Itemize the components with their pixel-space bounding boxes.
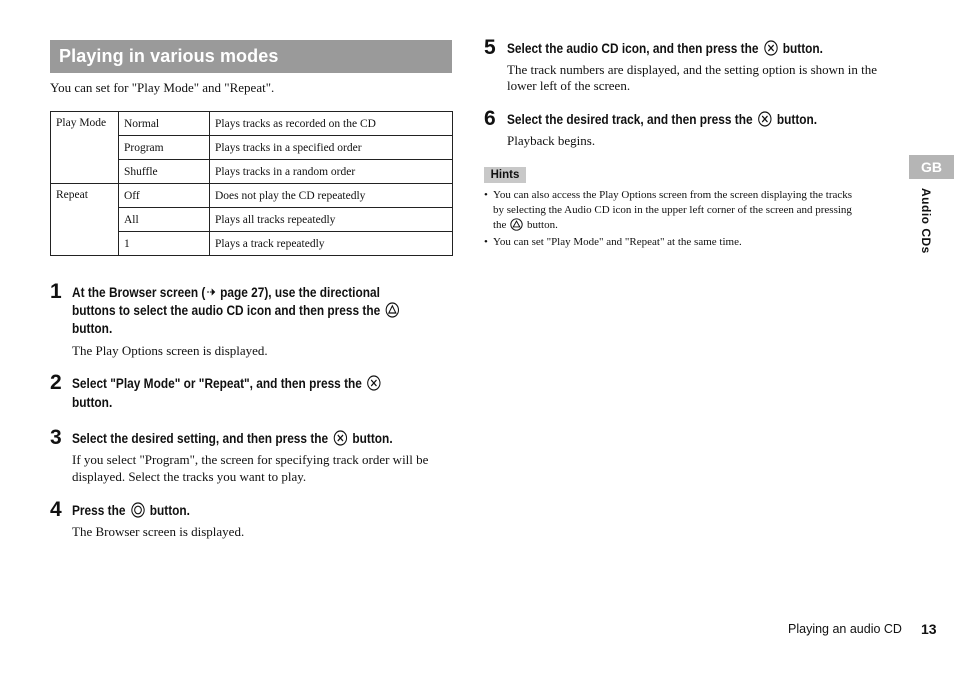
step-5-heading	[507, 40, 823, 58]
table-cell-description: Does not play the CD repeatedly	[210, 184, 453, 208]
footer-section-title: Playing an audio CD	[788, 622, 902, 636]
table-cell-option: Program	[119, 136, 210, 160]
table-cell-setting: Repeat	[51, 184, 119, 256]
intro-text: You can set for "Play Mode" and "Repeat".	[50, 80, 275, 95]
circle-button-icon	[131, 502, 145, 518]
step-5-body-line-1: The track numbers are displayed, and the setting option is shown in the	[507, 62, 878, 77]
step-6-number: 6	[484, 107, 496, 130]
hint-line	[493, 218, 893, 233]
step-3-body-line-2: displayed. Select the tracks you want to play.	[72, 469, 307, 484]
step-3-heading-text-b: button.	[352, 431, 393, 446]
hint-text-b: button.	[526, 219, 558, 231]
step-5-heading-text-a: Select the audio CD icon, and then press the	[507, 41, 759, 56]
chapter-side-label: Audio CDs	[919, 188, 933, 254]
hint-text: You can set "Play Mode" and "Repeat" at the same time.	[493, 236, 742, 248]
cross-button-icon	[367, 375, 381, 391]
table-cell-setting: Play Mode	[51, 112, 119, 184]
cross-button-icon	[764, 40, 778, 56]
hints-label: Hints	[484, 167, 526, 183]
language-tab: GB	[909, 155, 954, 179]
step-4-heading-text-b: button.	[149, 503, 190, 518]
step-6-heading	[507, 111, 817, 129]
table-cell-description: Plays tracks in a specified order	[210, 136, 453, 160]
step-3-body-line-1: If you select "Program", the screen for specifying track order will be	[72, 452, 429, 467]
step-3-number: 3	[50, 426, 62, 449]
table-cell-option: 1	[119, 232, 210, 256]
step-1-heading-line-3: button.	[72, 321, 113, 336]
table-cell-option: Off	[119, 184, 210, 208]
bullet-icon: •	[484, 189, 488, 201]
table-cell-option: Normal	[119, 112, 210, 136]
table-cell-option: Shuffle	[119, 160, 210, 184]
hint-line: by selecting the Audio CD icon in the upper left corner of the screen and pressing	[493, 204, 852, 216]
step-1-heading-line-1	[72, 284, 380, 302]
table-cell-description: Plays a track repeatedly	[210, 232, 453, 256]
step-2-heading-line-2: button.	[72, 395, 113, 410]
table-cell-option: All	[119, 208, 210, 232]
hint-item	[484, 235, 894, 251]
page-number: 13	[921, 621, 937, 637]
hint-line: You can also access the Play Options screen from the screen displaying the tracks	[493, 189, 853, 201]
table-row	[51, 112, 453, 136]
table-cell-description: Plays tracks in a random order	[210, 160, 453, 184]
step-6-heading-text-a: Select the desired track, and then press the	[507, 112, 753, 127]
step-2-heading-text: Select "Play Mode" or "Repeat", and then press the	[72, 376, 362, 391]
cross-button-icon	[333, 430, 347, 446]
step-4-heading	[72, 502, 190, 520]
step-2-number: 2	[50, 371, 62, 394]
step-4-body: The Browser screen is displayed.	[72, 524, 245, 539]
step-1-heading-line-2	[72, 302, 401, 320]
triangle-button-icon	[385, 302, 399, 318]
step-1-heading-text-b: page 27), use the directional	[216, 285, 380, 300]
table-cell-description: Plays all tracks repeatedly	[210, 208, 453, 232]
step-4-heading-text-a: Press the	[72, 503, 126, 518]
hint-text-a: the	[493, 219, 507, 231]
step-5-number: 5	[484, 36, 496, 59]
step-6-heading-text-b: button.	[776, 112, 818, 127]
triangle-button-icon	[510, 218, 523, 231]
section-title: Playing in various modes	[50, 40, 452, 73]
hint-item	[484, 188, 894, 236]
cross-button-icon	[758, 111, 772, 127]
table-row	[51, 184, 453, 208]
hint-text	[493, 188, 893, 233]
step-1-number: 1	[50, 280, 62, 303]
step-1-heading-text-a: At the Browser screen (	[72, 285, 206, 300]
step-2-heading-line-1	[72, 375, 383, 393]
table-cell-description: Plays tracks as recorded on the CD	[210, 112, 453, 136]
step-1-body: The Play Options screen is displayed.	[72, 343, 268, 358]
step-4-number: 4	[50, 498, 62, 521]
step-6-body: Playback begins.	[507, 133, 596, 148]
step-3-heading	[72, 430, 393, 448]
step-5-heading-text-b: button.	[782, 41, 823, 56]
page-arrow-icon	[205, 287, 216, 297]
modes-table	[50, 111, 453, 256]
bullet-icon: •	[484, 236, 488, 248]
step-1-heading-text-c: buttons to select the audio CD icon and then press the	[72, 303, 381, 318]
step-3-heading-text-a: Select the desired setting, and then press the	[72, 431, 329, 446]
step-5-body-line-2: lower left of the screen.	[507, 78, 631, 93]
